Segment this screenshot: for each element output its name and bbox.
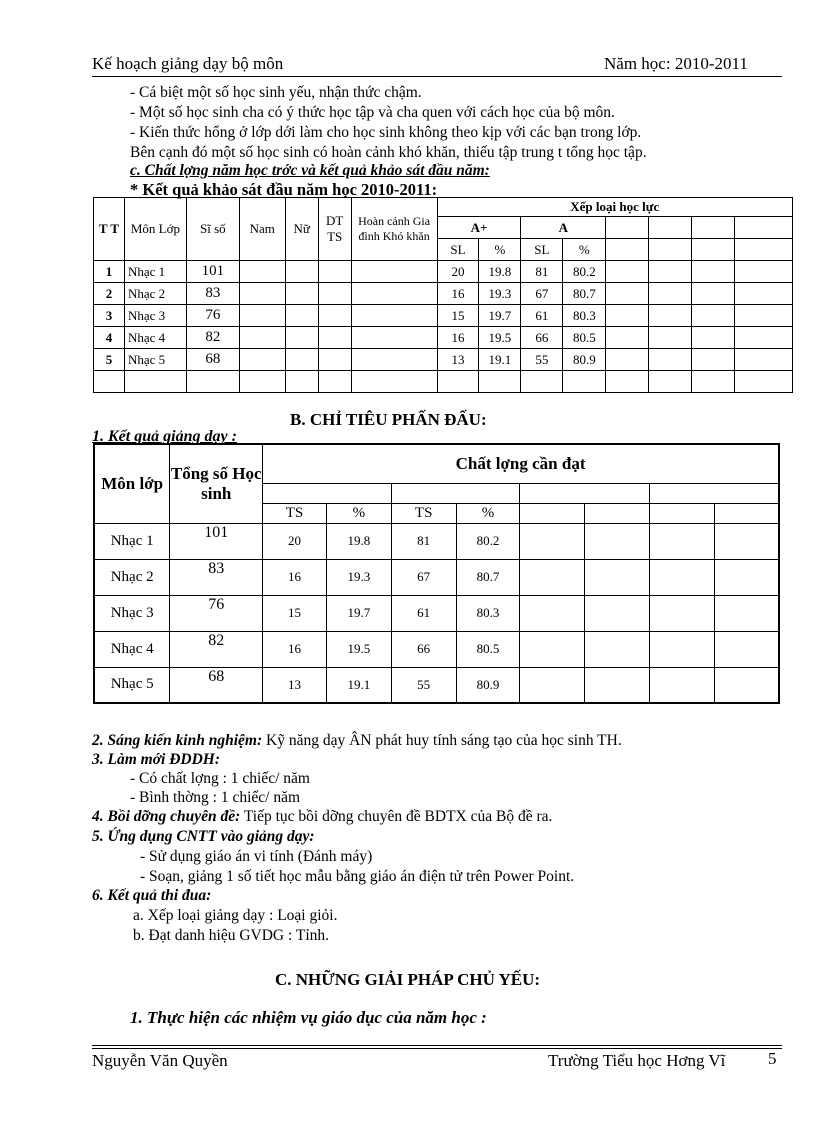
table-row: Nhạc 2 83 16 19.3 67 80.7	[94, 559, 779, 595]
th-ts: TS	[391, 503, 456, 523]
footer-rule-2	[92, 1048, 782, 1049]
result-heading: 1. Kết quả giảng dạy :	[92, 428, 237, 445]
item-4-label: 4. Bồi dỡng chuyên đề:	[92, 808, 241, 825]
item-2-text: Kỹ năng dạy ÂN phát huy tính sáng tạo của học sinh TH.	[262, 732, 622, 749]
target-table	[93, 443, 780, 704]
item-5-label: 5. Ứng dụng CNTT vào giảng dạy:	[92, 828, 315, 845]
th-pct: %	[563, 239, 606, 261]
table-row-empty	[94, 371, 793, 393]
item-6-b: b. Đạt danh hiệu GVDG : Tỉnh.	[133, 927, 330, 944]
th-tong-so: Tổng số Học sinh	[170, 444, 263, 523]
th-a-plus: A+	[437, 217, 521, 239]
table-row: Nhạc 3 76 15 19.7 61 80.3	[94, 595, 779, 631]
section-b-title: B. CHỈ TIÊU PHẤN ĐẤU:	[290, 410, 487, 429]
th-tt: T T	[94, 198, 125, 261]
item-5-a: - Sử dụng giáo án vi tính (Đánh máy)	[140, 848, 373, 865]
th-pct: %	[326, 503, 391, 523]
item-3-b: - Bình thờng : 1 chiếc/ năm	[130, 789, 301, 806]
item-5-b: - Soạn, giảng 1 số tiết học mẫu bằng giáo án điện tử trên Power Point.	[140, 868, 575, 885]
intro-line-3: - Kiến thức hổng ở lớp dới làm cho học sinh không theo kịp với các bạn trong lớp.	[130, 124, 642, 141]
item-6-a: a. Xếp loại giảng dạy : Loại giỏi.	[133, 907, 338, 924]
footer-rule-1	[92, 1045, 782, 1046]
table-row: 1 Nhạc 1 101 20 19.8 81 80.2	[94, 261, 793, 283]
table-row: 5 Nhạc 5 68 13 19.1 55 80.9	[94, 349, 793, 371]
header-left: Kế hoạch giảng dạy bộ môn	[92, 54, 284, 73]
section-c-heading: c. Chất lợng năm học trớc và kết quả khảo sát đầu năm:	[130, 162, 490, 179]
table-row: Nhạc 5 68 13 19.1 55 80.9	[94, 667, 779, 703]
table-row: 4 Nhạc 4 82 16 19.5 66 80.5	[94, 327, 793, 349]
intro-line-1: - Cá biệt một số học sinh yếu, nhận thức chậm.	[130, 84, 422, 101]
item-3-label: 3. Làm mới ĐDDH:	[92, 751, 221, 768]
item-3-a: - Có chất lợng : 1 chiếc/ năm	[130, 770, 310, 787]
th-pct: %	[479, 239, 521, 261]
th-chat-luong: Chất lợng cần đạt	[263, 444, 779, 483]
th-nam: Nam	[239, 198, 285, 261]
intro-line-4: Bên cạnh đó một số học sinh có hoàn cảnh khó khăn, thiếu tập trung t tổng học tập.	[130, 144, 647, 161]
item-2	[92, 732, 622, 750]
th-a: A	[521, 217, 606, 239]
item-4-text: Tiếp tục bồi dỡng chuyên đề BDTX của Bộ đề ra.	[240, 808, 553, 825]
footer-right: Trường Tiểu học Hơng Vĩ	[548, 1051, 726, 1070]
section-c-title: C. NHỮNG GIẢI PHÁP CHỦ YẾU:	[275, 970, 541, 989]
th-nu: Nữ	[285, 198, 318, 261]
header-rule	[92, 76, 782, 77]
survey-table	[93, 197, 793, 393]
th-pct: %	[456, 503, 520, 523]
th-ts: TS	[263, 503, 327, 523]
th-sl: SL	[437, 239, 479, 261]
th-mon-lop: Môn lớp	[94, 444, 170, 523]
th-hoan-canh: Hoàn cảnh Gia đình Khó khăn	[351, 198, 437, 261]
th-mon-lop: Môn Lớp	[124, 198, 186, 261]
th-si-so: Sĩ số	[186, 198, 239, 261]
survey-heading: * Kết quả khảo sát đầu năm học 2010-2011:	[130, 180, 438, 199]
table-row: Nhạc 1 101 20 19.8 81 80.2	[94, 523, 779, 559]
th-sl: SL	[521, 239, 563, 261]
table-row: 3 Nhạc 3 76 15 19.7 61 80.3	[94, 305, 793, 327]
th-xep-loai: Xếp loại học lực	[437, 198, 792, 217]
page-number: 5	[768, 1049, 777, 1068]
item-4	[92, 808, 552, 826]
footer-left: Nguyễn Văn Quyền	[92, 1051, 228, 1070]
table-row: 2 Nhạc 2 83 16 19.3 67 80.7	[94, 283, 793, 305]
item-6-label: 6. Kết quả thi đua:	[92, 887, 212, 904]
table-row: Nhạc 4 82 16 19.5 66 80.5	[94, 631, 779, 667]
sub-heading-1: 1. Thực hiện các nhiệm vụ giáo dục của năm học :	[130, 1008, 487, 1027]
item-2-label: 2. Sáng kiến kinh nghiệm:	[92, 732, 263, 749]
header-right: Năm học: 2010-2011	[604, 54, 748, 73]
intro-line-2: - Một số học sinh cha có ý thức học tập và cha quen với cách học của bộ môn.	[130, 104, 615, 121]
th-dtts: DT TS	[318, 198, 351, 261]
